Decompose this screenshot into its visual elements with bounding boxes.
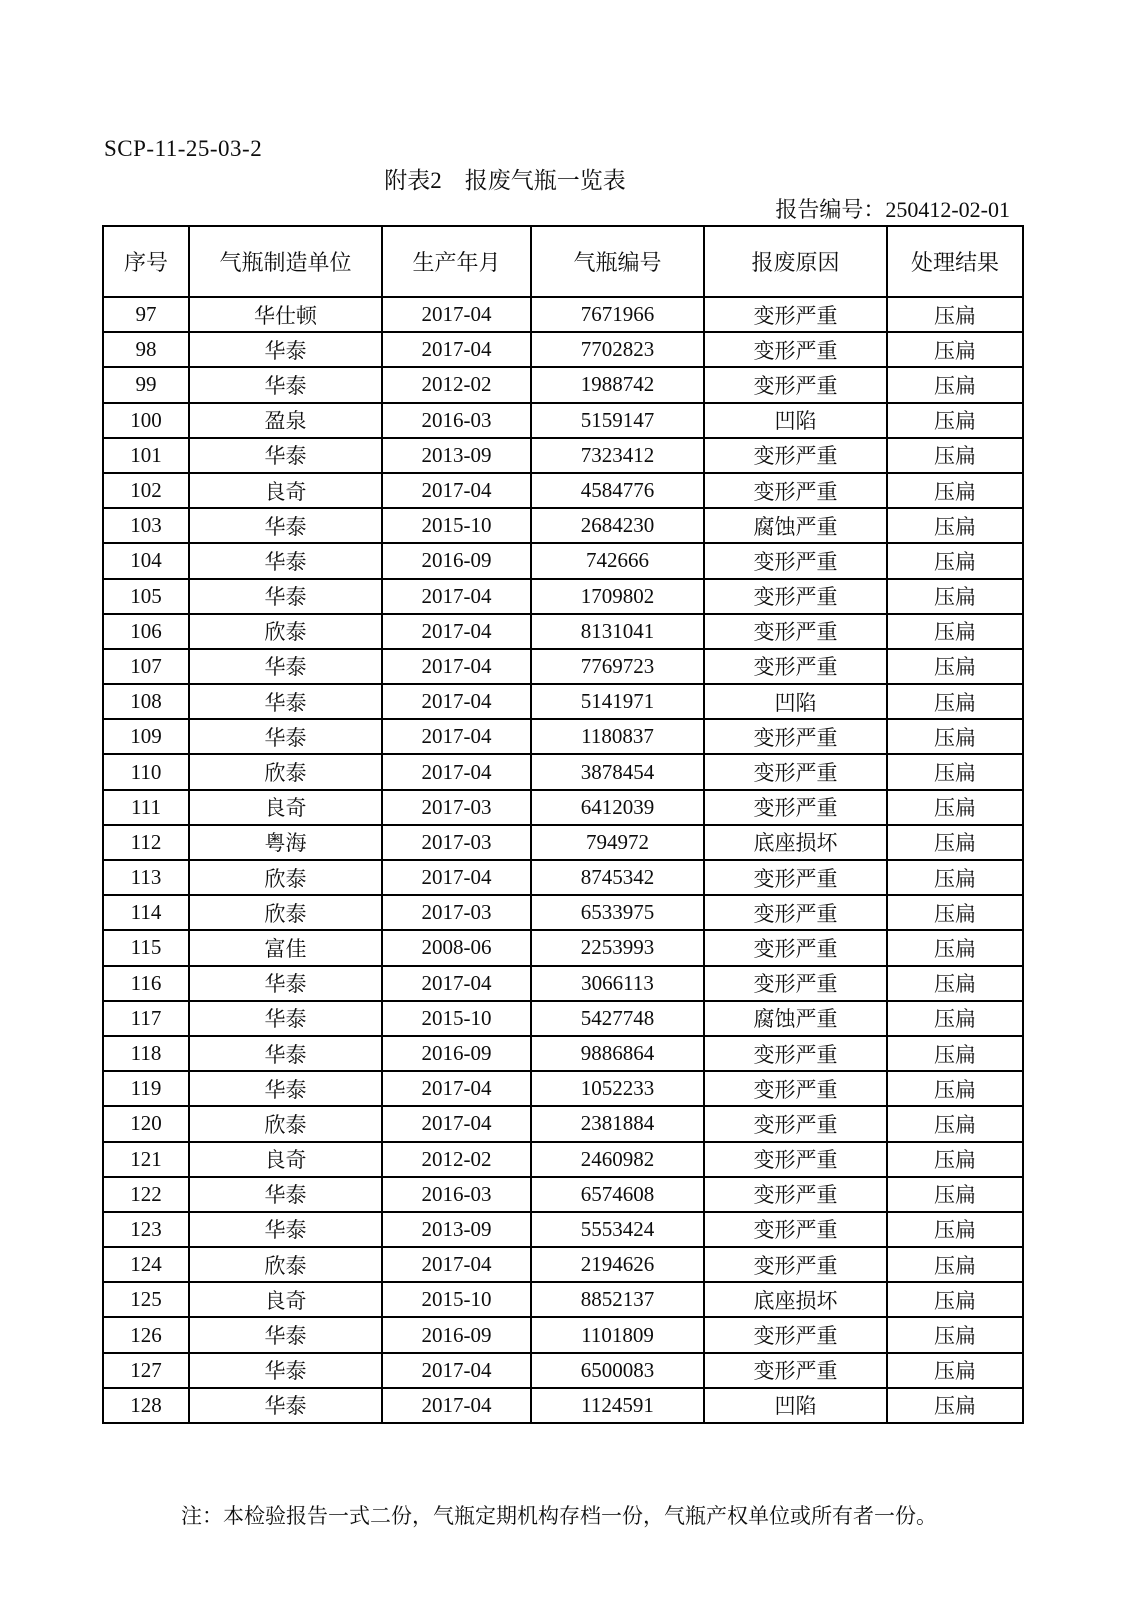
handling-result-cell: 压扁 xyxy=(887,1001,1023,1036)
production-date-cell: 2008-06 xyxy=(382,930,531,965)
production-date-cell: 2017-04 xyxy=(382,473,531,508)
manufacturer-cell: 欣泰 xyxy=(189,860,382,895)
header-handling-result: 处理结果 xyxy=(887,226,1023,297)
production-date-cell: 2015-10 xyxy=(382,1282,531,1317)
table-row xyxy=(103,1142,1023,1177)
handling-result-cell: 压扁 xyxy=(887,1071,1023,1106)
scrap-reason-cell: 变形严重 xyxy=(704,579,887,614)
cylinder-number-cell: 6574608 xyxy=(531,1177,704,1212)
cylinder-number-cell: 7323412 xyxy=(531,438,704,473)
manufacturer-cell: 华泰 xyxy=(189,438,382,473)
serial-cell: 97 xyxy=(103,297,189,332)
handling-result-cell: 压扁 xyxy=(887,1353,1023,1388)
production-date-cell: 2016-09 xyxy=(382,1036,531,1071)
table-row xyxy=(103,367,1023,402)
handling-result-cell: 压扁 xyxy=(887,1036,1023,1071)
manufacturer-cell: 欣泰 xyxy=(189,1247,382,1282)
manufacturer-cell: 华泰 xyxy=(189,332,382,367)
handling-result-cell: 压扁 xyxy=(887,403,1023,438)
table-row xyxy=(103,825,1023,860)
table-row xyxy=(103,1212,1023,1247)
production-date-cell: 2017-04 xyxy=(382,1353,531,1388)
scrap-reason-cell: 凹陷 xyxy=(704,1388,887,1423)
cylinder-number-cell: 7671966 xyxy=(531,297,704,332)
header-production-date: 生产年月 xyxy=(382,226,531,297)
manufacturer-cell: 欣泰 xyxy=(189,754,382,789)
handling-result-cell: 压扁 xyxy=(887,719,1023,754)
manufacturer-cell: 富佳 xyxy=(189,930,382,965)
serial-cell: 103 xyxy=(103,508,189,543)
serial-cell: 108 xyxy=(103,684,189,719)
cylinder-number-cell: 9886864 xyxy=(531,1036,704,1071)
scrap-reason-cell: 变形严重 xyxy=(704,1317,887,1352)
handling-result-cell: 压扁 xyxy=(887,895,1023,930)
page-title: 附表2 报废气瓶一览表 xyxy=(384,168,626,193)
production-date-cell: 2016-03 xyxy=(382,403,531,438)
table-body xyxy=(103,297,1023,1423)
scrap-reason-cell: 变形严重 xyxy=(704,1036,887,1071)
serial-cell: 101 xyxy=(103,438,189,473)
manufacturer-cell: 华泰 xyxy=(189,579,382,614)
manufacturer-cell: 华泰 xyxy=(189,1071,382,1106)
scrap-reason-cell: 变形严重 xyxy=(704,543,887,578)
cylinder-number-cell: 8745342 xyxy=(531,860,704,895)
scrap-reason-cell: 变形严重 xyxy=(704,614,887,649)
manufacturer-cell: 华泰 xyxy=(189,1177,382,1212)
cylinder-number-cell: 5141971 xyxy=(531,684,704,719)
table-row xyxy=(103,1282,1023,1317)
manufacturer-cell: 良奇 xyxy=(189,1282,382,1317)
manufacturer-cell: 良奇 xyxy=(189,473,382,508)
scrap-reason-cell: 变形严重 xyxy=(704,860,887,895)
scrap-reason-cell: 腐蚀严重 xyxy=(704,1001,887,1036)
production-date-cell: 2015-10 xyxy=(382,508,531,543)
manufacturer-cell: 华泰 xyxy=(189,1317,382,1352)
cylinder-number-cell: 1101809 xyxy=(531,1317,704,1352)
production-date-cell: 2013-09 xyxy=(382,438,531,473)
cylinder-number-cell: 5159147 xyxy=(531,403,704,438)
production-date-cell: 2017-04 xyxy=(382,1071,531,1106)
production-date-cell: 2017-04 xyxy=(382,860,531,895)
cylinder-number-cell: 794972 xyxy=(531,825,704,860)
production-date-cell: 2017-04 xyxy=(382,649,531,684)
production-date-cell: 2017-04 xyxy=(382,754,531,789)
table-row xyxy=(103,684,1023,719)
table-row xyxy=(103,543,1023,578)
table-row xyxy=(103,1036,1023,1071)
handling-result-cell: 压扁 xyxy=(887,614,1023,649)
manufacturer-cell: 良奇 xyxy=(189,790,382,825)
manufacturer-cell: 华仕顿 xyxy=(189,297,382,332)
scrap-reason-cell: 变形严重 xyxy=(704,332,887,367)
serial-cell: 127 xyxy=(103,1353,189,1388)
serial-cell: 104 xyxy=(103,543,189,578)
production-date-cell: 2017-04 xyxy=(382,966,531,1001)
cylinder-number-cell: 8131041 xyxy=(531,614,704,649)
scrap-reason-cell: 变形严重 xyxy=(704,1353,887,1388)
serial-cell: 117 xyxy=(103,1001,189,1036)
table-row xyxy=(103,895,1023,930)
table-row xyxy=(103,1177,1023,1212)
serial-cell: 107 xyxy=(103,649,189,684)
table-row xyxy=(103,614,1023,649)
serial-cell: 116 xyxy=(103,966,189,1001)
production-date-cell: 2017-04 xyxy=(382,1106,531,1141)
serial-cell: 109 xyxy=(103,719,189,754)
handling-result-cell: 压扁 xyxy=(887,649,1023,684)
scrap-reason-cell: 变形严重 xyxy=(704,930,887,965)
scrap-reason-cell: 变形严重 xyxy=(704,790,887,825)
serial-cell: 105 xyxy=(103,579,189,614)
handling-result-cell: 压扁 xyxy=(887,825,1023,860)
cylinder-number-cell: 2684230 xyxy=(531,508,704,543)
scrap-reason-cell: 变形严重 xyxy=(704,438,887,473)
handling-result-cell: 压扁 xyxy=(887,1177,1023,1212)
scrap-reason-cell: 凹陷 xyxy=(704,684,887,719)
manufacturer-cell: 华泰 xyxy=(189,1212,382,1247)
production-date-cell: 2016-03 xyxy=(382,1177,531,1212)
scrap-cylinder-table xyxy=(102,225,1024,1424)
table-row xyxy=(103,930,1023,965)
handling-result-cell: 压扁 xyxy=(887,684,1023,719)
table-row xyxy=(103,966,1023,1001)
cylinder-number-cell: 5427748 xyxy=(531,1001,704,1036)
serial-cell: 119 xyxy=(103,1071,189,1106)
table-row xyxy=(103,649,1023,684)
serial-cell: 106 xyxy=(103,614,189,649)
handling-result-cell: 压扁 xyxy=(887,1212,1023,1247)
table-row xyxy=(103,1388,1023,1423)
scrap-reason-cell: 腐蚀严重 xyxy=(704,508,887,543)
scrap-reason-cell: 变形严重 xyxy=(704,719,887,754)
production-date-cell: 2013-09 xyxy=(382,1212,531,1247)
table-row xyxy=(103,1001,1023,1036)
production-date-cell: 2017-03 xyxy=(382,825,531,860)
handling-result-cell: 压扁 xyxy=(887,332,1023,367)
scrap-reason-cell: 凹陷 xyxy=(704,403,887,438)
scrap-reason-cell: 变形严重 xyxy=(704,895,887,930)
footer-note: 注：本检验报告一式二份，气瓶定期机构存档一份，气瓶产权单位或所有者一份。 xyxy=(181,1504,937,1528)
cylinder-number-cell: 2381884 xyxy=(531,1106,704,1141)
cylinder-number-cell: 2460982 xyxy=(531,1142,704,1177)
handling-result-cell: 压扁 xyxy=(887,508,1023,543)
handling-result-cell: 压扁 xyxy=(887,790,1023,825)
cylinder-number-cell: 2253993 xyxy=(531,930,704,965)
manufacturer-cell: 欣泰 xyxy=(189,1106,382,1141)
manufacturer-cell: 粤海 xyxy=(189,825,382,860)
serial-cell: 121 xyxy=(103,1142,189,1177)
serial-cell: 122 xyxy=(103,1177,189,1212)
production-date-cell: 2012-02 xyxy=(382,1142,531,1177)
cylinder-number-cell: 6533975 xyxy=(531,895,704,930)
manufacturer-cell: 华泰 xyxy=(189,1036,382,1071)
cylinder-number-cell: 6412039 xyxy=(531,790,704,825)
cylinder-number-cell: 1124591 xyxy=(531,1388,704,1423)
scrap-reason-cell: 变形严重 xyxy=(704,367,887,402)
handling-result-cell: 压扁 xyxy=(887,438,1023,473)
manufacturer-cell: 华泰 xyxy=(189,649,382,684)
cylinder-number-cell: 3066113 xyxy=(531,966,704,1001)
serial-cell: 115 xyxy=(103,930,189,965)
serial-cell: 99 xyxy=(103,367,189,402)
cylinder-number-cell: 1052233 xyxy=(531,1071,704,1106)
manufacturer-cell: 华泰 xyxy=(189,508,382,543)
report-number-label: 报告编号： xyxy=(775,197,886,222)
manufacturer-cell: 华泰 xyxy=(189,1353,382,1388)
serial-cell: 125 xyxy=(103,1282,189,1317)
production-date-cell: 2017-03 xyxy=(382,895,531,930)
table-row xyxy=(103,508,1023,543)
scrap-reason-cell: 变形严重 xyxy=(704,754,887,789)
scrap-reason-cell: 变形严重 xyxy=(704,1177,887,1212)
serial-cell: 118 xyxy=(103,1036,189,1071)
table-row xyxy=(103,332,1023,367)
header-scrap-reason: 报废原因 xyxy=(704,226,887,297)
scrap-reason-cell: 变形严重 xyxy=(704,473,887,508)
scrap-reason-cell: 底座损坏 xyxy=(704,825,887,860)
scrap-reason-cell: 变形严重 xyxy=(704,966,887,1001)
cylinder-number-cell: 1180837 xyxy=(531,719,704,754)
handling-result-cell: 压扁 xyxy=(887,860,1023,895)
serial-cell: 100 xyxy=(103,403,189,438)
manufacturer-cell: 华泰 xyxy=(189,1001,382,1036)
doc-code: SCP-11-25-03-2 xyxy=(104,136,263,161)
table-row xyxy=(103,297,1023,332)
serial-cell: 113 xyxy=(103,860,189,895)
serial-cell: 110 xyxy=(103,754,189,789)
cylinder-number-cell: 3878454 xyxy=(531,754,704,789)
header-cylinder-number: 气瓶编号 xyxy=(531,226,704,297)
scrap-reason-cell: 变形严重 xyxy=(704,649,887,684)
production-date-cell: 2017-04 xyxy=(382,579,531,614)
manufacturer-cell: 盈泉 xyxy=(189,403,382,438)
manufacturer-cell: 良奇 xyxy=(189,1142,382,1177)
cylinder-number-cell: 7769723 xyxy=(531,649,704,684)
handling-result-cell: 压扁 xyxy=(887,1388,1023,1423)
cylinder-number-cell: 1709802 xyxy=(531,579,704,614)
table-header-row xyxy=(103,226,1023,297)
production-date-cell: 2012-02 xyxy=(382,367,531,402)
manufacturer-cell: 欣泰 xyxy=(189,895,382,930)
manufacturer-cell: 华泰 xyxy=(189,966,382,1001)
production-date-cell: 2017-04 xyxy=(382,297,531,332)
header-manufacturer: 气瓶制造单位 xyxy=(189,226,382,297)
serial-cell: 123 xyxy=(103,1212,189,1247)
scrap-reason-cell: 变形严重 xyxy=(704,1142,887,1177)
handling-result-cell: 压扁 xyxy=(887,367,1023,402)
manufacturer-cell: 欣泰 xyxy=(189,614,382,649)
scrap-reason-cell: 变形严重 xyxy=(704,297,887,332)
table-row xyxy=(103,754,1023,789)
production-date-cell: 2017-04 xyxy=(382,1388,531,1423)
table-row xyxy=(103,1247,1023,1282)
cylinder-number-cell: 7702823 xyxy=(531,332,704,367)
serial-cell: 126 xyxy=(103,1317,189,1352)
scrap-reason-cell: 变形严重 xyxy=(704,1247,887,1282)
serial-cell: 120 xyxy=(103,1106,189,1141)
manufacturer-cell: 华泰 xyxy=(189,367,382,402)
cylinder-number-cell: 742666 xyxy=(531,543,704,578)
manufacturer-cell: 华泰 xyxy=(189,543,382,578)
serial-cell: 128 xyxy=(103,1388,189,1423)
serial-cell: 102 xyxy=(103,473,189,508)
handling-result-cell: 压扁 xyxy=(887,930,1023,965)
scrap-reason-cell: 变形严重 xyxy=(704,1071,887,1106)
header-serial: 序号 xyxy=(103,226,189,297)
table-row xyxy=(103,473,1023,508)
cylinder-number-cell: 2194626 xyxy=(531,1247,704,1282)
table-row xyxy=(103,1353,1023,1388)
table-row xyxy=(103,790,1023,825)
table-row xyxy=(103,438,1023,473)
report-number-line xyxy=(775,193,1010,224)
table-row xyxy=(103,860,1023,895)
table-row xyxy=(103,719,1023,754)
handling-result-cell: 压扁 xyxy=(887,1282,1023,1317)
table-header xyxy=(103,226,1023,297)
handling-result-cell: 压扁 xyxy=(887,473,1023,508)
serial-cell: 114 xyxy=(103,895,189,930)
scrap-reason-cell: 底座损坏 xyxy=(704,1282,887,1317)
manufacturer-cell: 华泰 xyxy=(189,1388,382,1423)
production-date-cell: 2016-09 xyxy=(382,1317,531,1352)
table-row xyxy=(103,1106,1023,1141)
handling-result-cell: 压扁 xyxy=(887,579,1023,614)
handling-result-cell: 压扁 xyxy=(887,297,1023,332)
production-date-cell: 2016-09 xyxy=(382,543,531,578)
scrap-reason-cell: 变形严重 xyxy=(704,1212,887,1247)
handling-result-cell: 压扁 xyxy=(887,1142,1023,1177)
production-date-cell: 2017-04 xyxy=(382,332,531,367)
cylinder-number-cell: 1988742 xyxy=(531,367,704,402)
handling-result-cell: 压扁 xyxy=(887,754,1023,789)
production-date-cell: 2017-03 xyxy=(382,790,531,825)
cylinder-number-cell: 5553424 xyxy=(531,1212,704,1247)
manufacturer-cell: 华泰 xyxy=(189,719,382,754)
table-row xyxy=(103,403,1023,438)
table-row xyxy=(103,1071,1023,1106)
cylinder-number-cell: 8852137 xyxy=(531,1282,704,1317)
cylinder-number-cell: 6500083 xyxy=(531,1353,704,1388)
production-date-cell: 2015-10 xyxy=(382,1001,531,1036)
scrap-reason-cell: 变形严重 xyxy=(704,1106,887,1141)
cylinder-number-cell: 4584776 xyxy=(531,473,704,508)
production-date-cell: 2017-04 xyxy=(382,1247,531,1282)
handling-result-cell: 压扁 xyxy=(887,1317,1023,1352)
report-number-value: 250412-02-01 xyxy=(885,197,1010,222)
table-row xyxy=(103,579,1023,614)
manufacturer-cell: 华泰 xyxy=(189,684,382,719)
serial-cell: 124 xyxy=(103,1247,189,1282)
handling-result-cell: 压扁 xyxy=(887,543,1023,578)
serial-cell: 98 xyxy=(103,332,189,367)
production-date-cell: 2017-04 xyxy=(382,684,531,719)
serial-cell: 112 xyxy=(103,825,189,860)
table-row xyxy=(103,1317,1023,1352)
handling-result-cell: 压扁 xyxy=(887,1247,1023,1282)
serial-cell: 111 xyxy=(103,790,189,825)
production-date-cell: 2017-04 xyxy=(382,614,531,649)
handling-result-cell: 压扁 xyxy=(887,966,1023,1001)
handling-result-cell: 压扁 xyxy=(887,1106,1023,1141)
production-date-cell: 2017-04 xyxy=(382,719,531,754)
